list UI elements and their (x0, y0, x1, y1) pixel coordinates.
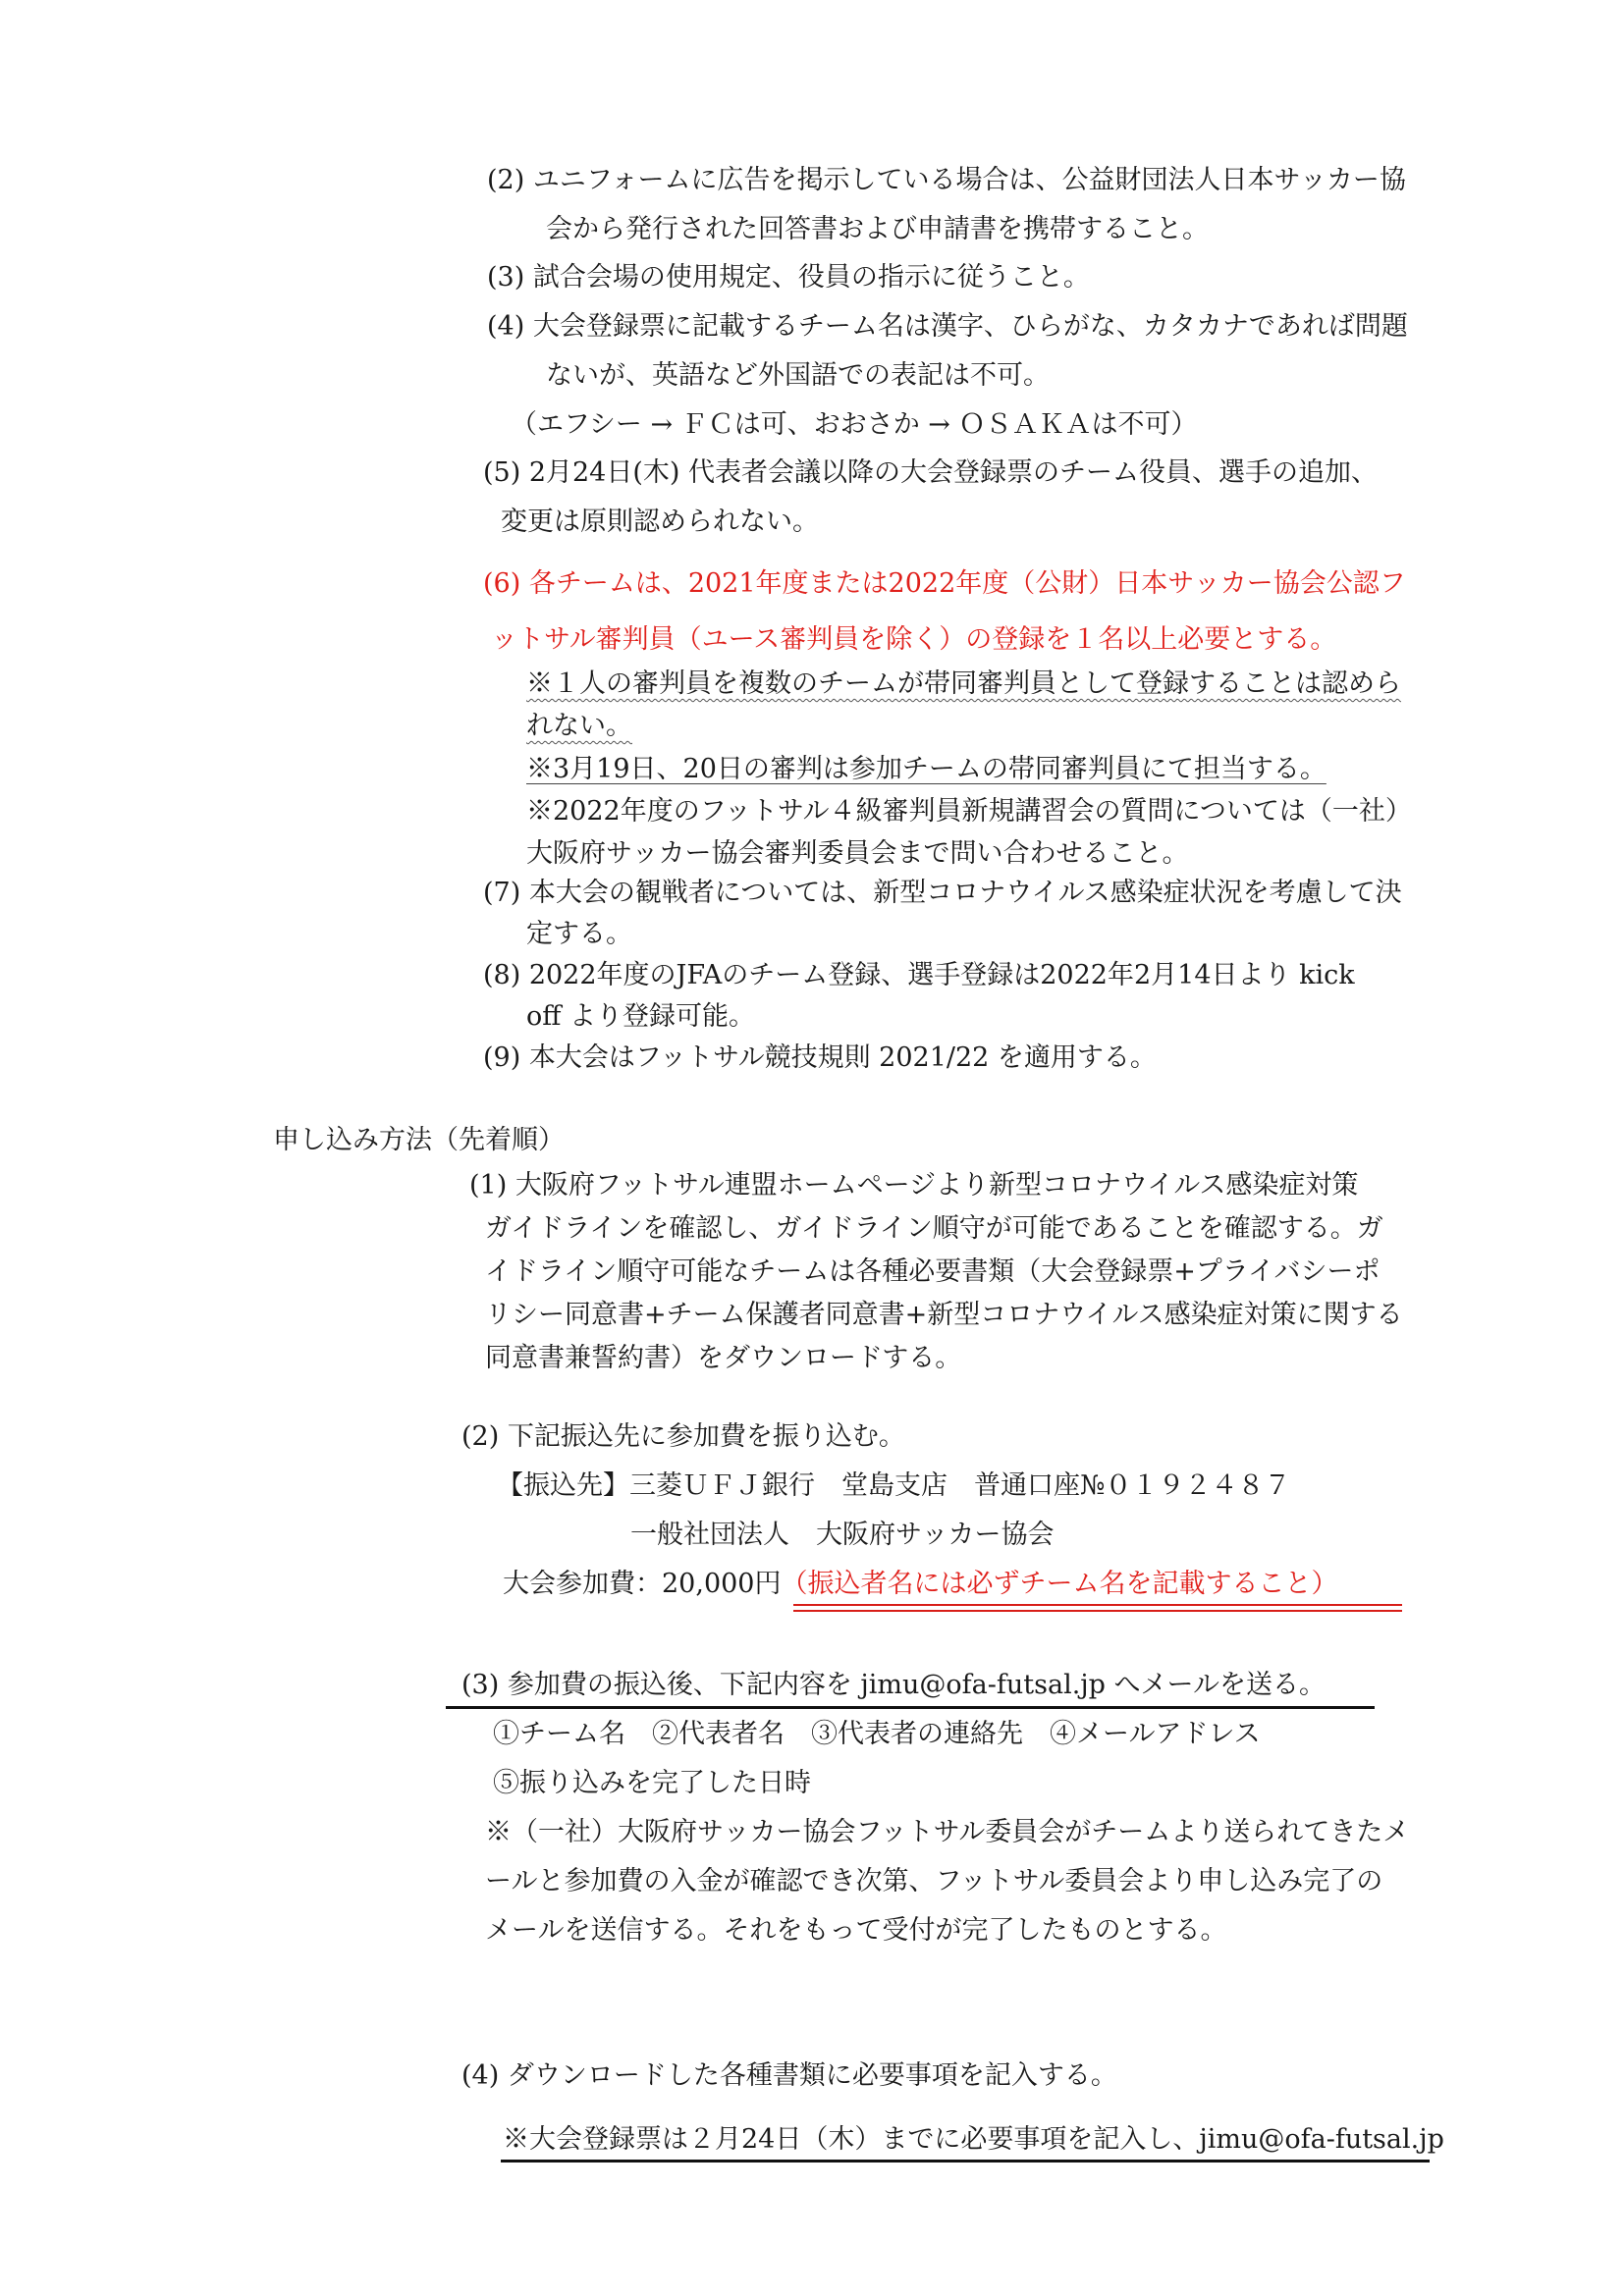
section-heading: 申し込み方法（先着順） (273, 1125, 565, 1155)
step-1-line1: (1) 大阪府フットサル連盟ホームページより新型コロナウイルス感染症対策 (469, 1170, 1359, 1201)
item-8-line1: (8) 2022年度のJFAのチーム登録、選手登録は2022年2月14日より kick (483, 960, 1355, 990)
fee-note: （振込者名には必ずチーム名を記載すること） (781, 1569, 1338, 1599)
item-7-line2: 定する。 (526, 919, 632, 949)
item-3: (3) 試合会場の使用規定、役員の指示に従うこと。 (487, 262, 1090, 293)
item-4-line2: ないが、英語など外国語での表記は不可。 (546, 360, 1050, 391)
step-1-line4: リシー同意書+チーム保護者同意書+新型コロナウイルス感染症対策に関する (485, 1300, 1403, 1330)
item-7-line1: (7) 本大会の観戦者については、新型コロナウイルス感染症状況を考慮して決 (483, 878, 1402, 908)
step-3-underline (446, 1706, 1375, 1709)
item-4-line1: (4) 大会登録票に記載するチーム名は漢字、ひらがな、カタカナであれば問題 (487, 311, 1408, 342)
step-2: (2) 下記振込先に参加費を振り込む。 (461, 1421, 905, 1452)
step-3-note-line3: メールを送信する。それをもって受付が完了したものとする。 (485, 1915, 1227, 1946)
note-1-line1: ※１人の審判員を複数のチームが帯同審判員として登録することは認めら (526, 668, 1401, 699)
fee-line (503, 1567, 1337, 1602)
bank-line1: 【振込先】三菱ＵＦＪ銀行 堂島支店 普通口座№０１９２４８７ (497, 1470, 1291, 1501)
step-3-note-line2: ールと参加費の入金が確認でき次第、フットサル委員会より申し込み完了の (485, 1866, 1383, 1896)
note-3-line2: 大阪府サッカー協会審判委員会まで問い合わせること。 (526, 838, 1189, 869)
item-9: (9) 本大会はフットサル競技規則 2021/22 を適用する。 (483, 1042, 1157, 1073)
step-3-items-2: ⑤振り込みを完了した日時 (493, 1768, 811, 1798)
item-5-line1: (5) 2月24日(木) 代表者会議以降の大会登録票のチーム役員、選手の追加、 (483, 457, 1379, 488)
note-2: ※3月19日、20日の審判は参加チームの帯同審判員にて担当する。 (526, 754, 1326, 784)
item-6-line1: (6) 各チームは、2021年度または2022年度（公財）日本サッカー協会公認フ (483, 568, 1406, 599)
item-8-line2: off より登録可能。 (526, 1001, 756, 1032)
note-3-line1: ※2022年度のフットサル４級審判員新規講習会の質問については（一社） (526, 796, 1412, 827)
step-4-underline (501, 2160, 1430, 2163)
step-4-note: ※大会登録票は２月24日（木）までに必要事項を記入し、jimu@ofa-futsal.jp (503, 2124, 1444, 2155)
bank-line2: 一般社団法人 大阪府サッカー協会 (630, 1520, 1055, 1550)
step-1-line3: イドライン順守可能なチームは各種必要書類（大会登録票+プライバシーポ (485, 1256, 1380, 1287)
step-3-items: ①チーム名 ②代表者名 ③代表者の連絡先 ④メールアドレス (493, 1719, 1261, 1749)
item-5-line2: 変更は原則認められない。 (501, 507, 819, 537)
fee-amount: 大会参加費：20,000円 (503, 1569, 782, 1599)
item-2-line1: (2) ユニフォームに広告を掲示している場合は、公益財団法人日本サッカー協 (487, 165, 1406, 195)
step-1-line5: 同意書兼誓約書）をダウンロードする。 (485, 1343, 962, 1373)
item-2-line2: 会から発行された回答書および申請書を携帯すること。 (546, 214, 1209, 244)
step-3: (3) 参加費の振込後、下記内容を jimu@ofa-futsal.jp へメールを送る。 (461, 1670, 1326, 1700)
note-1-line2: れない。 (526, 711, 632, 741)
step-4: (4) ダウンロードした各種書類に必要事項を記入する。 (461, 2060, 1117, 2091)
item-4-example: （エフシー → ＦＣは可、おおさか → ＯＳＡＫＡは不可） (511, 409, 1198, 440)
step-3-note-line1: ※（一社）大阪府サッカー協会フットサル委員会がチームより送られてきたメ (485, 1817, 1410, 1847)
item-6-line2: ットサル審判員（ユース審判員を除く）の登録を１名以上必要とする。 (491, 624, 1337, 655)
step-1-line2: ガイドラインを確認し、ガイドライン順守が可能であることを確認する。ガ (485, 1213, 1383, 1244)
fee-note-underline-2 (793, 1610, 1402, 1612)
fee-note-underline-1 (793, 1604, 1402, 1606)
